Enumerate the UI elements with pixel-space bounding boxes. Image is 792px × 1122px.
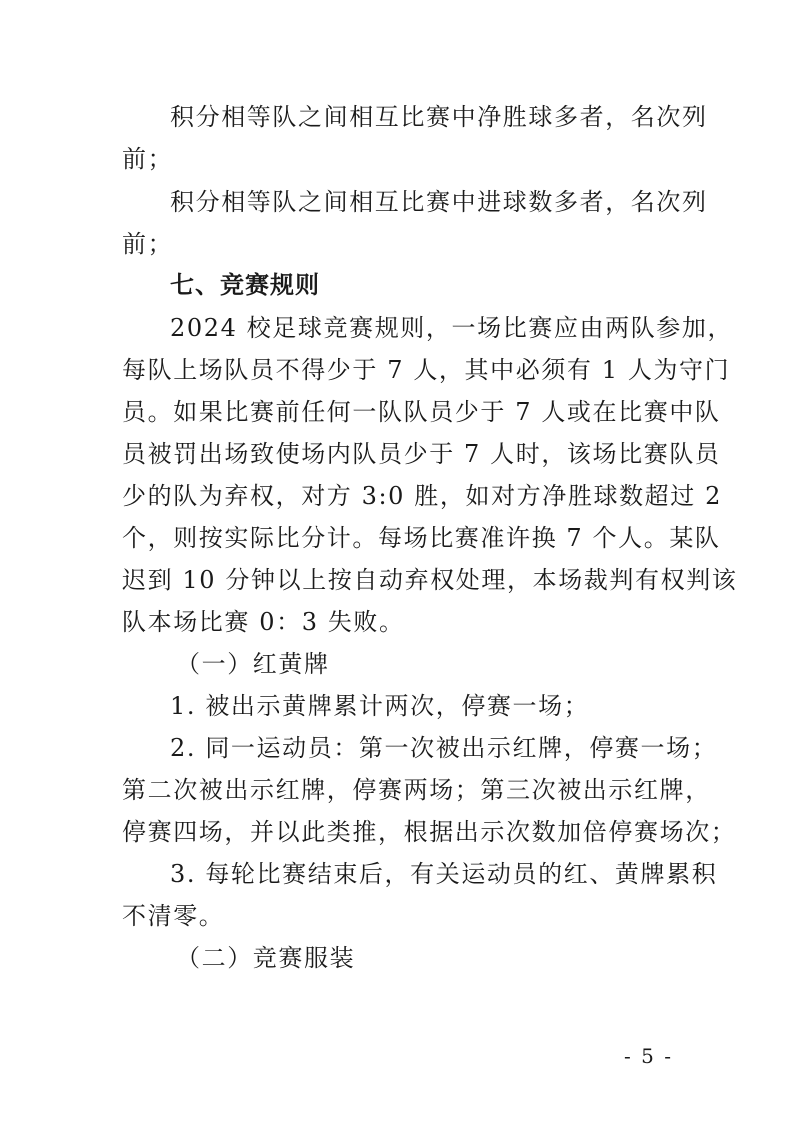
cards-line: 停赛四场，并以此类推，根据出示次数加倍停赛场次； (122, 818, 737, 846)
rules-line: 员。如果比赛前任何一队队员少于 7 人或在比赛中队 (122, 398, 721, 426)
cards-line: 不清零。 (122, 902, 225, 930)
cards-line: 1. 被出示黄牌累计两次，停赛一场； (170, 692, 590, 720)
page-number: - 5 - (624, 1044, 673, 1068)
cards-line: 3. 每轮比赛结束后，有关运动员的红、黄牌累积 (170, 860, 718, 888)
rules-line: 队本场比赛 0：3 失败。 (122, 608, 405, 636)
section-heading-rules: 七、竞赛规则 (170, 271, 320, 299)
rules-line: 2024 校足球竞赛规则，一场比赛应由两队参加， (170, 314, 734, 342)
rules-line: 迟到 10 分钟以上按自动弃权处理，本场裁判有权判该 (122, 566, 738, 594)
subsection-heading-uniforms: （二）竞赛服装 (176, 944, 356, 972)
rules-line: 每队上场队员不得少于 7 人，其中必须有 1 人为守门 (122, 356, 731, 384)
rules-line: 个，则按实际比分计。每场比赛准许换 7 个人。某队 (122, 524, 721, 552)
cards-line: 第二次被出示红牌，停赛两场；第三次被出示红牌， (122, 776, 711, 804)
rules-line: 少的队为弃权，对方 3:0 胜，如对方净胜球数超过 2 (122, 482, 722, 510)
paragraph-goals-scored: 积分相等队之间相互比赛中进球数多者，名次列 (170, 188, 708, 216)
subsection-heading-cards: （一）红黄牌 (176, 650, 330, 678)
paragraph-goal-difference-cont: 前； (122, 145, 174, 173)
cards-line: 2. 同一运动员：第一次被出示红牌，停赛一场； (170, 734, 718, 762)
paragraph-goal-difference: 积分相等队之间相互比赛中净胜球多者，名次列 (170, 103, 708, 131)
paragraph-goals-scored-cont: 前； (122, 230, 174, 258)
rules-line: 员被罚出场致使场内队员少于 7 人时，该场比赛队员 (122, 440, 721, 468)
